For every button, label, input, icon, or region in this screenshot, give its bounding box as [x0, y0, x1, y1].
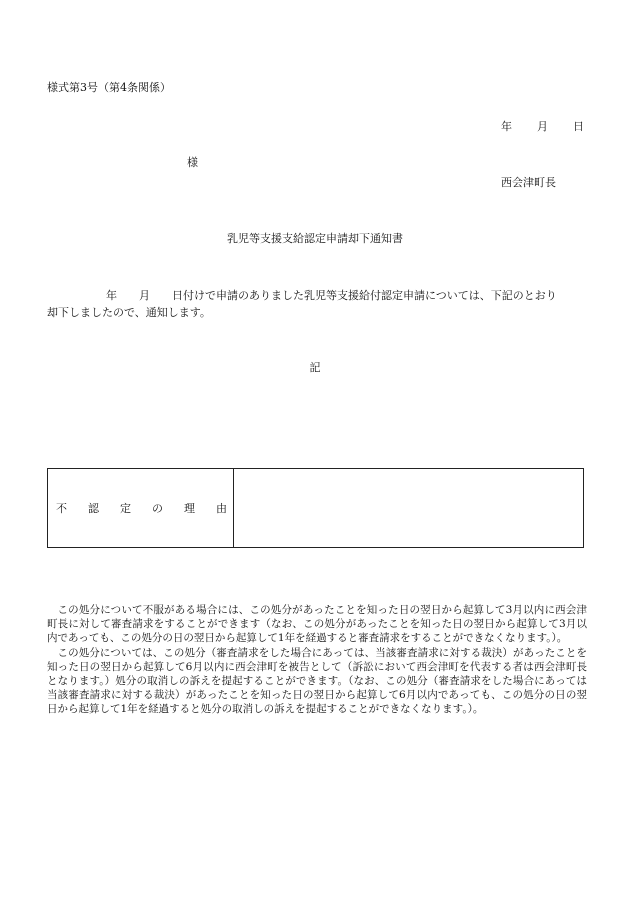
date-month: 月 [537, 120, 548, 133]
document-title: 乳児等支援支給認定申請却下通知書 [227, 232, 403, 245]
body-text-line-1: 年 月 日付けで申請のありました乳児等支援給付認定申請については、下記のとおり [106, 289, 557, 302]
ki-heading: 記 [309, 361, 321, 374]
body-text-line-2: 却下しましたので、通知します。 [47, 306, 211, 319]
appeal-notice-paragraph-2: この処分については、この処分（審査請求をした場合にあっては、当該審査請求に対する裁決）があったことを知った日の翌日から起算して6月以内に西会津町を被告として（訴訟において西会津町を代表する者は西会津町長となります。）処分の取消しの訴えを提起することができます。（なお、この処分（審査請求をした場合にあっては当該審査請求に対する裁決）があったことを知った日の翌日から起算して6月以内であっても、この処分の日の翌日から起算して1年を経過すると処分の取消しの訴えを提起することができなくなります。）。 [47, 646, 587, 716]
recipient-suffix: 様 [187, 156, 198, 169]
reason-label-char: の [152, 502, 163, 515]
form-number: 様式第3号（第4条関係） [47, 81, 171, 94]
appeal-notice-paragraph-1: この処分について不服がある場合には、この処分があったことを知った日の翌日から起算して3月以内に西会津町長に対して審査請求をすることができます（なお、この処分があったことを知った日の翌日から起算して3月以内であっても、この処分の日の翌日から起算して1年を経過すると審査請求をすることができなくなります。）。 [47, 604, 587, 645]
issuer-name: 西会津町長 [501, 176, 556, 189]
date-day: 日 [573, 120, 584, 133]
reason-value-cell [234, 469, 583, 547]
date-year: 年 [501, 120, 512, 133]
appeal-notice [47, 603, 587, 717]
reason-label-char: 由 [216, 502, 227, 515]
reason-table [47, 468, 584, 548]
reason-label-cell [48, 469, 234, 547]
reason-label-char: 定 [120, 502, 131, 515]
reason-label-char: 認 [88, 502, 99, 515]
reason-label-char: 不 [56, 502, 67, 515]
date-line [501, 120, 584, 134]
reason-label-char: 理 [184, 502, 195, 515]
